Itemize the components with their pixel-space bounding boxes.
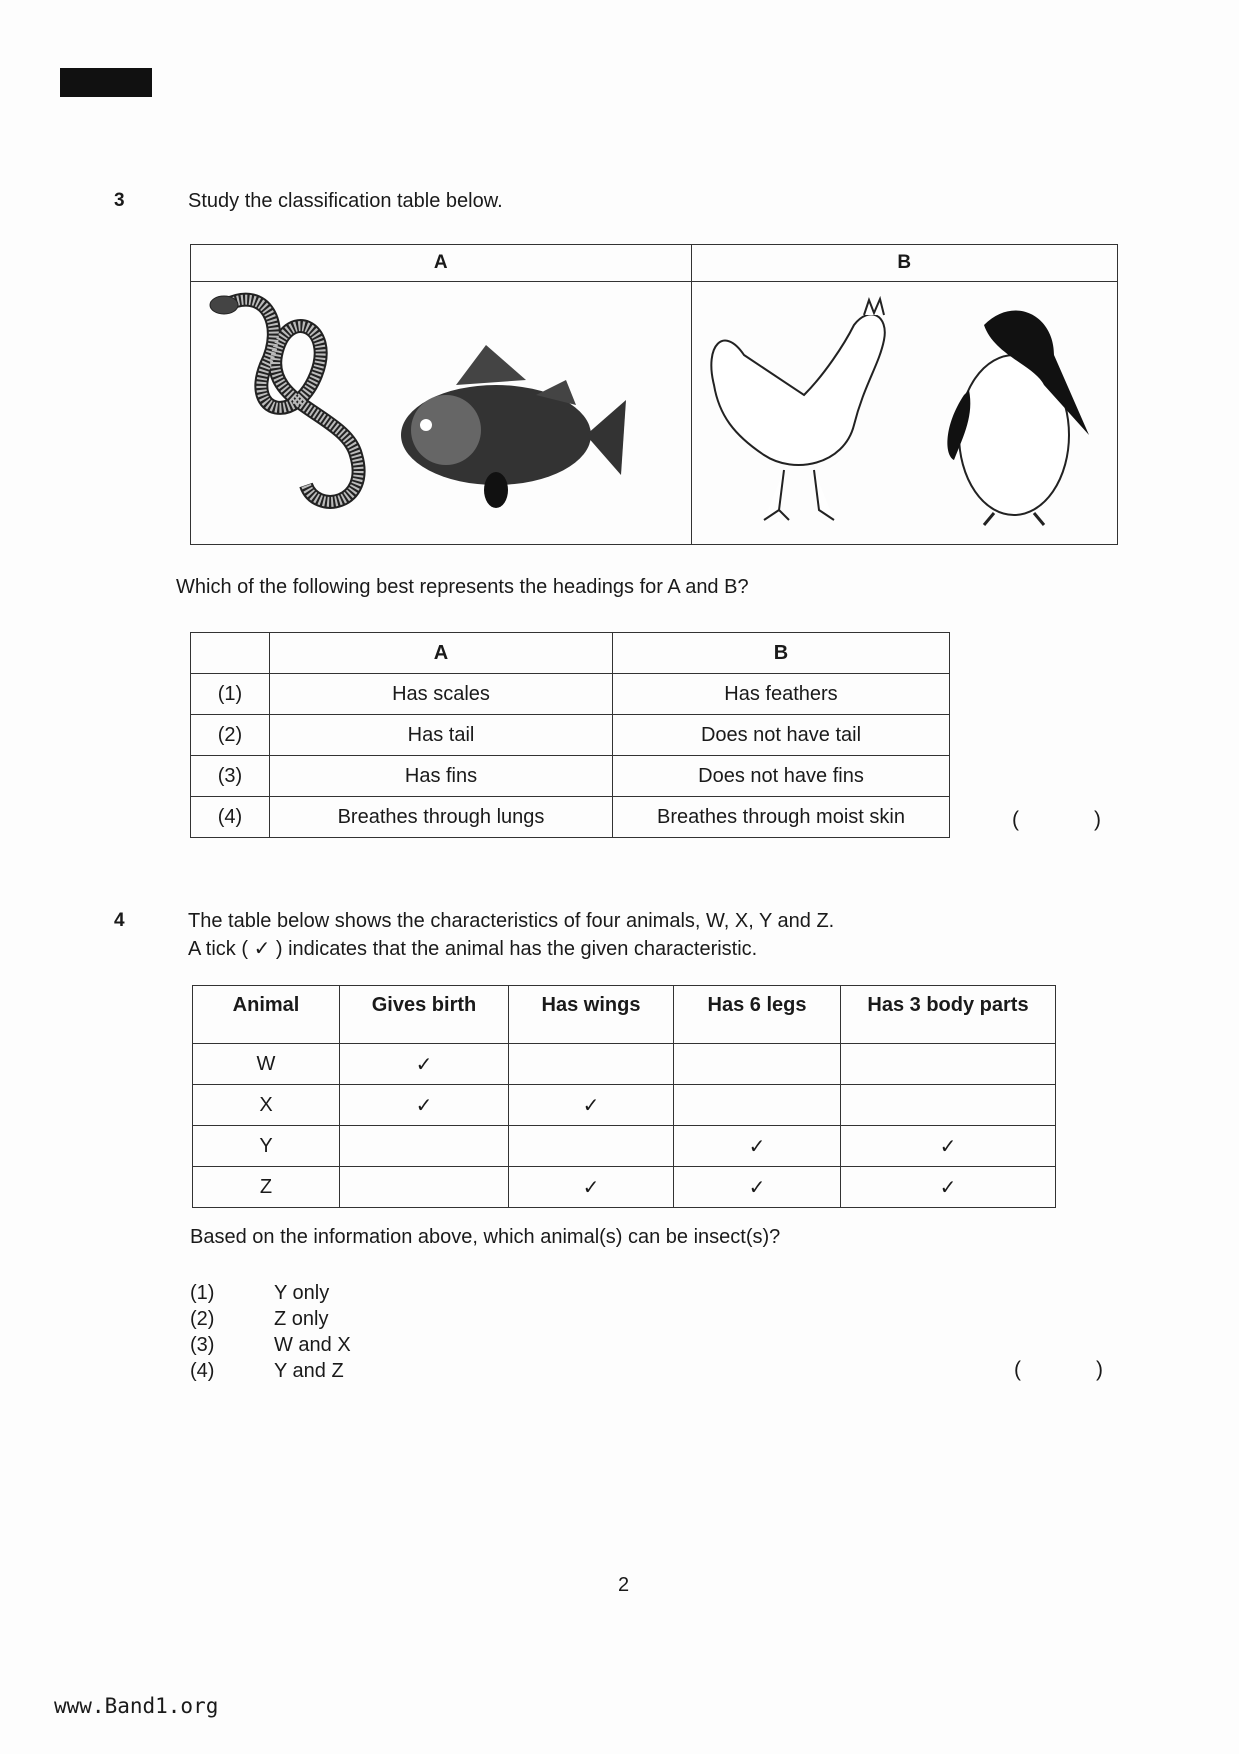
option-1[interactable] [190, 1280, 351, 1306]
animal-label: Z [193, 1167, 340, 1208]
cell-a: Has fins [270, 756, 613, 797]
animal-label: Y [193, 1126, 340, 1167]
tick-cell: ✓ [340, 1085, 509, 1126]
tick-cell: ✓ [509, 1167, 674, 1208]
question-4-intro-2: A tick ( ✓ ) indicates that the animal has the given characteristic. [188, 938, 758, 960]
question-4-intro-1: The table below shows the characteristics of four animals, W, X, Y and Z. [188, 910, 835, 932]
question-3-prompt: Which of the following best represents the headings for A and B? [176, 576, 749, 598]
option-2[interactable] [190, 1306, 351, 1332]
option-number: (4) [191, 797, 270, 838]
header-has-3-body-parts: Has 3 body parts [841, 986, 1056, 1044]
header-gives-birth: Gives birth [340, 986, 509, 1044]
table-row [193, 1085, 1056, 1126]
classification-image-table [190, 244, 1118, 545]
cell-b: Does not have fins [613, 756, 950, 797]
tick-cell: ✓ [509, 1085, 674, 1126]
option-number: (2) [190, 1308, 215, 1330]
header-a: A [270, 633, 613, 674]
tick-cell: ✓ [841, 1126, 1056, 1167]
fish-image [401, 345, 626, 508]
question-3-number: 3 [114, 190, 125, 211]
group-b-images [691, 282, 1117, 545]
header-has-wings: Has wings [509, 986, 674, 1044]
tick-cell: ✓ [674, 1126, 841, 1167]
cell-a: Has scales [270, 674, 613, 715]
header-b: B [613, 633, 950, 674]
table-row [191, 797, 950, 838]
cell-b: Breathes through moist skin [613, 797, 950, 838]
option-number: (1) [190, 1282, 215, 1304]
table-row [191, 715, 950, 756]
answer-bracket-open[interactable]: ( [1012, 808, 1019, 831]
tick-cell: ✓ [841, 1167, 1056, 1208]
tick-cell [340, 1167, 509, 1208]
table-row [193, 1044, 1056, 1085]
cell-a: Has tail [270, 715, 613, 756]
option-text: Y and Z [274, 1360, 344, 1382]
tick-cell [674, 1085, 841, 1126]
snake-image [210, 296, 359, 502]
question-4-prompt: Based on the information above, which animal(s) can be insect(s)? [190, 1226, 781, 1248]
cell-b: Does not have tail [613, 715, 950, 756]
cell-b: Has feathers [613, 674, 950, 715]
hen-image [712, 299, 885, 520]
page-number: 2 [618, 1574, 630, 1596]
question-4-options [190, 1280, 351, 1384]
option-number: (3) [190, 1334, 215, 1356]
option-number: (2) [191, 715, 270, 756]
option-number: (1) [191, 674, 270, 715]
tick-cell [340, 1126, 509, 1167]
cell-a: Breathes through lungs [270, 797, 613, 838]
table-row [191, 756, 950, 797]
question-3-intro: Study the classification table below. [188, 190, 503, 212]
header-animal: Animal [193, 986, 340, 1044]
tick-cell [509, 1044, 674, 1085]
tick-cell [509, 1126, 674, 1167]
header-blank [191, 633, 270, 674]
penguin-image [948, 311, 1090, 525]
animal-label: X [193, 1085, 340, 1126]
answer-bracket-close: ) [1096, 1358, 1103, 1381]
tick-cell: ✓ [674, 1167, 841, 1208]
group-b-header: B [691, 245, 1117, 282]
watermark-url: www.Band1.org [54, 1694, 219, 1718]
option-number: (3) [191, 756, 270, 797]
answer-bracket-open[interactable]: ( [1014, 1358, 1021, 1381]
tick-cell [841, 1085, 1056, 1126]
tick-cell [841, 1044, 1056, 1085]
redaction-block [60, 68, 152, 97]
option-4[interactable] [190, 1358, 351, 1384]
option-text: Z only [274, 1308, 329, 1330]
option-number: (4) [190, 1360, 215, 1382]
tick-cell [674, 1044, 841, 1085]
table-row [193, 1167, 1056, 1208]
answer-bracket-close: ) [1094, 808, 1101, 831]
table-row [191, 674, 950, 715]
option-text: Y only [274, 1282, 330, 1304]
question-4-number: 4 [114, 910, 125, 931]
option-3[interactable] [190, 1332, 351, 1358]
header-has-6-legs: Has 6 legs [674, 986, 841, 1044]
characteristics-table [192, 985, 1056, 1208]
animal-label: W [193, 1044, 340, 1085]
headings-options-table [190, 632, 950, 838]
table-row [193, 1126, 1056, 1167]
group-a-header: A [191, 245, 692, 282]
option-text: W and X [274, 1334, 351, 1356]
tick-cell: ✓ [340, 1044, 509, 1085]
group-a-images [191, 282, 692, 545]
